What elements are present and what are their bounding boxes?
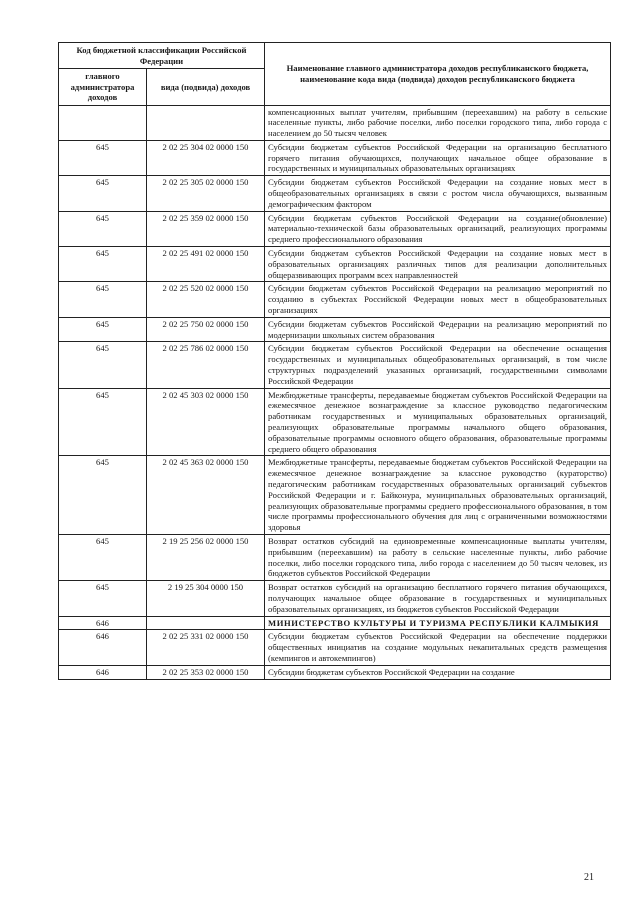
admin-code-cell: 645 bbox=[59, 581, 147, 616]
admin-code-cell: 645 bbox=[59, 342, 147, 388]
income-name-cell: Субсидии бюджетам субъектов Российской Федерации на обеспечение поддержки общественных инициатив на создание модульных некапитальных средств размещения (кемпингов и автокемпингов) bbox=[265, 630, 611, 665]
income-code-cell: 2 02 25 331 02 0000 150 bbox=[147, 630, 265, 665]
admin-code-cell: 645 bbox=[59, 456, 147, 535]
income-name-cell: Субсидии бюджетам субъектов Российской Федерации на обеспечение оснащения государственных и муниципальных общеобразовательных организаций, в том числе структурных подразделений указанных организаций, государственными символами Российской Федерации bbox=[265, 342, 611, 388]
admin-code-cell: 645 bbox=[59, 534, 147, 580]
header-admin-column: главного администратора доходов bbox=[59, 69, 147, 106]
table-row bbox=[59, 211, 611, 246]
admin-code-cell: 645 bbox=[59, 317, 147, 342]
income-code-cell bbox=[147, 616, 265, 630]
income-code-cell bbox=[147, 105, 265, 140]
income-name-cell: Возврат остатков субсидий на единовременные компенсационные выплаты учителям, прибывшим (переехавшим) на работу в сельские населенные пункты, либо рабочие поселки, либо поселки городского типа, либо города с населением до 50 тысяч человек, из бюджетов субъектов Российской Федерации bbox=[265, 534, 611, 580]
table-row bbox=[59, 317, 611, 342]
table-row bbox=[59, 176, 611, 211]
income-code-cell: 2 02 25 750 02 0000 150 bbox=[147, 317, 265, 342]
admin-code-cell: 645 bbox=[59, 211, 147, 246]
income-name-cell: Субсидии бюджетам субъектов Российской Федерации на реализацию мероприятий по модернизации школьных систем образования bbox=[265, 317, 611, 342]
header-group-title: Код бюджетной классификации Российской Федерации bbox=[59, 43, 265, 69]
table-row bbox=[59, 247, 611, 282]
income-name-cell: Межбюджетные трансферты, передаваемые бюджетам субъектов Российской Федерации на ежемесячное денежное вознаграждение за классное руководство педагогическим работникам государственных и муниципальных образовательных организаций, реализующих образовательные программы начального общего образования, образовательные программы основного общего образования, образовательные программы среднего общего образования bbox=[265, 388, 611, 456]
table-row bbox=[59, 282, 611, 317]
admin-code-cell: 645 bbox=[59, 140, 147, 175]
income-name-cell: Субсидии бюджетам субъектов Российской Федерации на создание bbox=[265, 665, 611, 679]
income-name-cell: Субсидии бюджетам субъектов Российской Федерации на организацию бесплатного горячего питания обучающихся, получающих начальное общее образование в государственных и муниципальных образовательных организациях bbox=[265, 140, 611, 175]
income-name-cell: компенсационных выплат учителям, прибывшим (переехавшим) на работу в сельские населенные пункты, либо рабочие поселки, либо поселки городского типа, либо города с населением до 50 тысяч человек bbox=[265, 105, 611, 140]
table-row bbox=[59, 456, 611, 535]
income-code-cell: 2 19 25 256 02 0000 150 bbox=[147, 534, 265, 580]
admin-code-cell: 646 bbox=[59, 630, 147, 665]
table-body bbox=[59, 105, 611, 679]
admin-code-cell: 645 bbox=[59, 247, 147, 282]
income-code-cell: 2 02 45 303 02 0000 150 bbox=[147, 388, 265, 456]
income-code-cell: 2 02 25 359 02 0000 150 bbox=[147, 211, 265, 246]
header-type-column: вида (подвида) доходов bbox=[147, 69, 265, 106]
admin-code-cell bbox=[59, 105, 147, 140]
income-code-cell: 2 02 25 305 02 0000 150 bbox=[147, 176, 265, 211]
table-row bbox=[59, 140, 611, 175]
admin-code-cell: 645 bbox=[59, 282, 147, 317]
income-name-cell: Возврат остатков субсидий на организацию бесплатного горячего питания обучающихся, получающих начальное общее образование в государственных и муниципальных образовательных организациях, из бюджетов субъектов Российской Федерации bbox=[265, 581, 611, 616]
income-code-cell: 2 02 25 520 02 0000 150 bbox=[147, 282, 265, 317]
header-name-column: Наименование главного администратора доходов республиканского бюджета, наименование кода вида (подвида) доходов республиканского бюджета bbox=[265, 43, 611, 106]
table-row bbox=[59, 630, 611, 665]
income-name-cell: Субсидии бюджетам субъектов Российской Федерации на создание(обновление) материально-технической базы образовательных организаций, реализующих программы среднего профессионального образования bbox=[265, 211, 611, 246]
table-row bbox=[59, 616, 611, 630]
table-row bbox=[59, 581, 611, 616]
ministry-title-cell: МИНИСТЕРСТВО КУЛЬТУРЫ И ТУРИЗМА РЕСПУБЛИКИ КАЛМЫКИЯ bbox=[265, 616, 611, 630]
admin-code-cell: 646 bbox=[59, 616, 147, 630]
income-code-cell: 2 02 25 786 02 0000 150 bbox=[147, 342, 265, 388]
income-code-cell: 2 02 25 353 02 0000 150 bbox=[147, 665, 265, 679]
table-row bbox=[59, 534, 611, 580]
admin-code-cell: 645 bbox=[59, 176, 147, 211]
page-number: 21 bbox=[584, 872, 594, 883]
table-row bbox=[59, 388, 611, 456]
table-row bbox=[59, 105, 611, 140]
admin-code-cell: 645 bbox=[59, 388, 147, 456]
income-name-cell: Субсидии бюджетам субъектов Российской Федерации на создание новых мест в общеобразовательных организациях в связи с ростом числа обучающихся, вызванным демографическим фактором bbox=[265, 176, 611, 211]
admin-code-cell: 646 bbox=[59, 665, 147, 679]
income-code-cell: 2 02 45 363 02 0000 150 bbox=[147, 456, 265, 535]
income-name-cell: Межбюджетные трансферты, передаваемые бюджетам субъектов Российской Федерации на ежемесячное денежное вознаграждение за классное руководство (кураторство) педагогическим работникам государственных образовательных организаций субъектов Российской Федерации и г. Байконура, муниципальных образовательных организаций, реализующих образовательные программы среднего профессионального образования, в том числе программы профессионального обучения для лиц с ограниченными возможностями здоровья bbox=[265, 456, 611, 535]
table-row bbox=[59, 665, 611, 679]
table-row bbox=[59, 342, 611, 388]
table-header-row bbox=[59, 43, 611, 69]
budget-classification-table bbox=[58, 42, 611, 680]
income-code-cell: 2 19 25 304 0000 150 bbox=[147, 581, 265, 616]
income-code-cell: 2 02 25 304 02 0000 150 bbox=[147, 140, 265, 175]
income-name-cell: Субсидии бюджетам субъектов Российской Федерации на создание новых мест в образовательных организациях различных типов для реализации дополнительных общеразвивающих программ всех направленностей bbox=[265, 247, 611, 282]
income-code-cell: 2 02 25 491 02 0000 150 bbox=[147, 247, 265, 282]
income-name-cell: Субсидии бюджетам субъектов Российской Федерации на реализацию мероприятий по созданию в субъектах Российской Федерации новых мест в общеобразовательных организациях bbox=[265, 282, 611, 317]
